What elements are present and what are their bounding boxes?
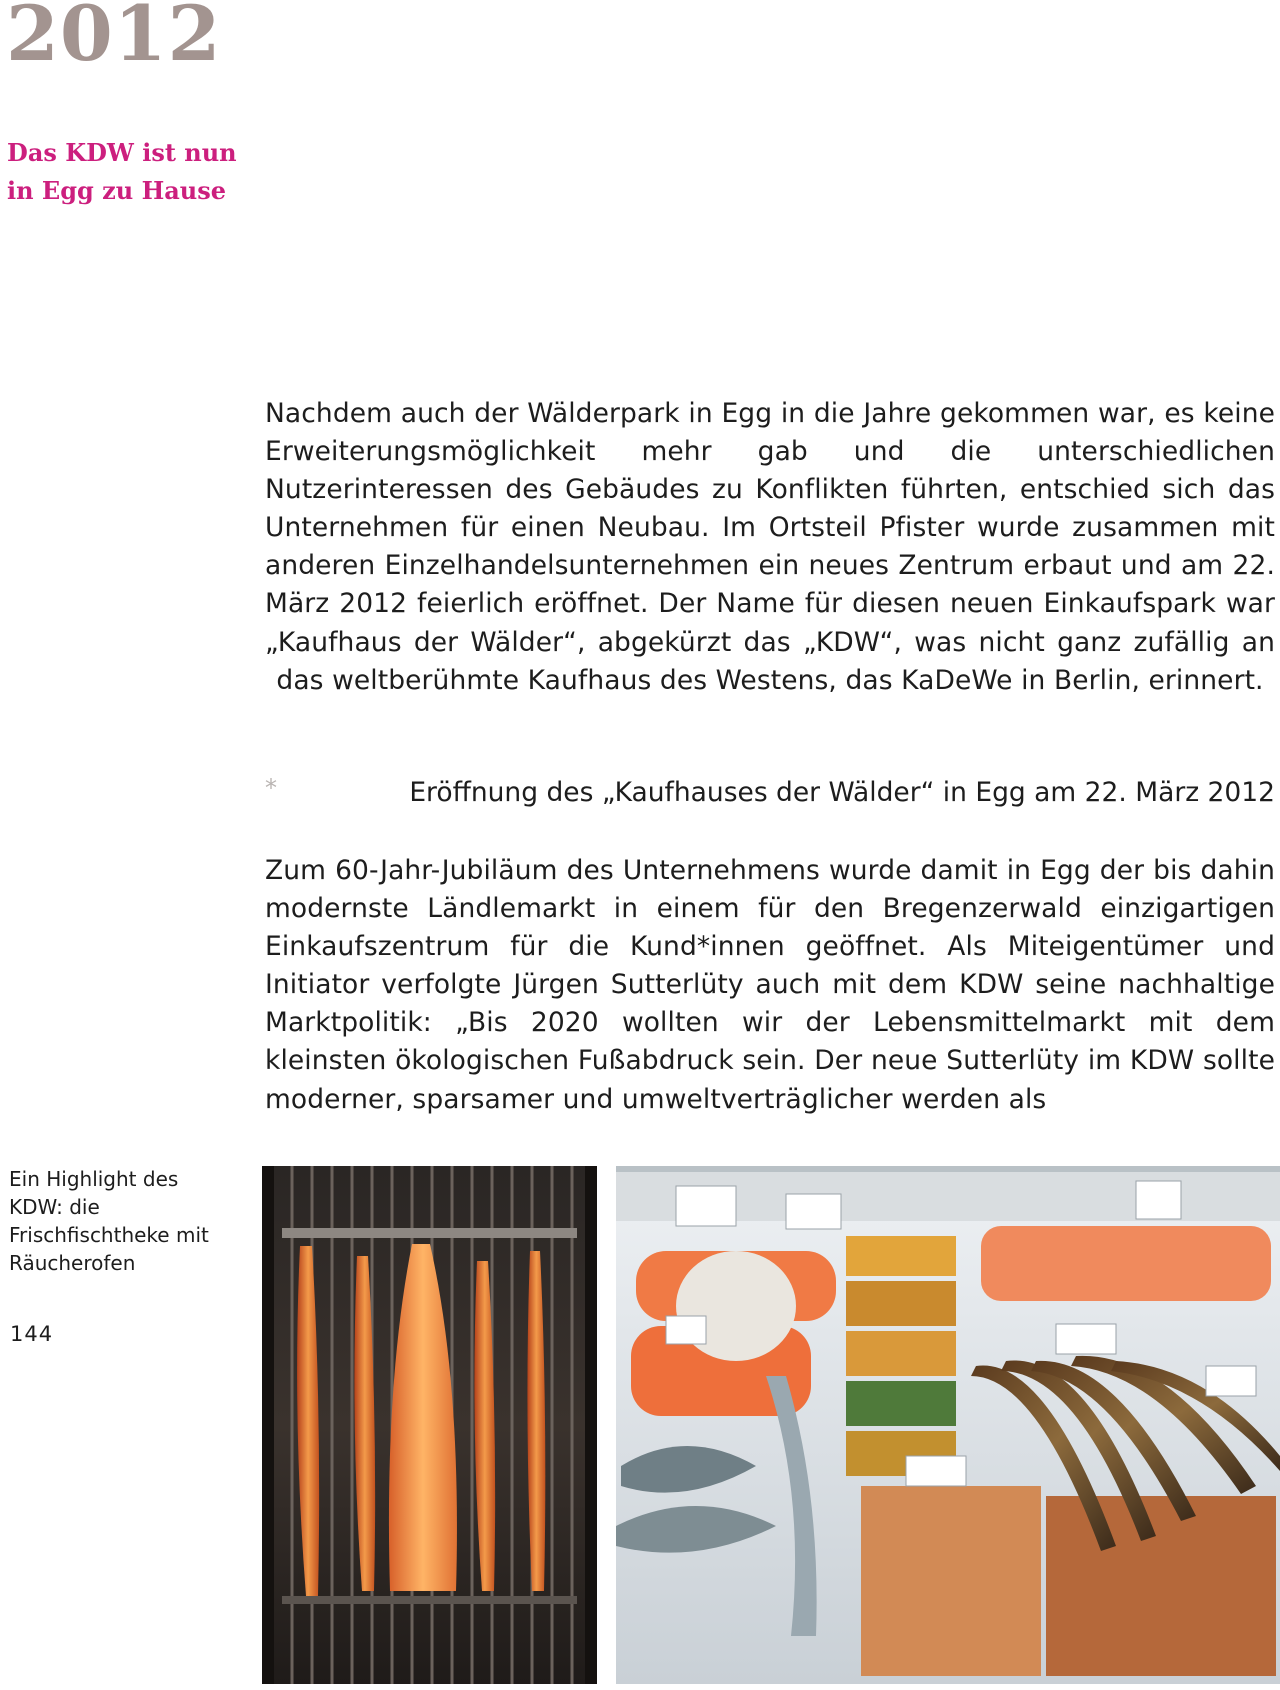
figure-caption: Ein Highlight des KDW: die Frischfischtheke mit Räucherofen [9,1167,209,1275]
section-subtitle [7,134,307,210]
fish-counter-photo [616,1166,1280,1684]
page-number: 144 [10,1322,54,1346]
subtitle-line-1: Das KDW ist nun [7,138,237,167]
subtitle-line-2: in Egg zu Hause [7,176,227,205]
caption-marker: * [265,774,277,802]
smoking-oven-photo [262,1166,597,1684]
inline-caption-text: Eröffnung des „Kaufhauses der Wälder“ in Egg am 22. März 2012 [409,777,1275,808]
year-heading: 2012 [6,0,222,78]
inline-photo-caption [265,774,1275,814]
paragraph-2: Zum 60-Jahr-Jubiläum des Unternehmens wurde damit in Egg der bis dahin modernste Ländlemarkt in einem für den Bregenzerwald einzigartigen Einkaufszentrum für die Kund*innen geöffnet. Als Miteigentümer und Initiator verfolgte Jürgen Sutterlüty auch mit dem KDW seine nachhaltige Marktpolitik: „Bis 2020 wollten wir der Lebensmittelmarkt mit dem kleinsten ökologischen Fußabdruck sein. Der neue Sutterlüty im KDW sollte moderner, sparsamer und umweltverträglicher werden als [265,855,1275,1115]
paragraph-1: Nachdem auch der Wälderpark in Egg in die Jahre gekommen war, es keine Erweiterungsmöglichkeit mehr gab und die unterschiedlichen Nutzerinteressen des Gebäudes zu Konflikten führten, entschied sich das Unternehmen für einen Neubau. Im Ortsteil Pfister wurde zusammen mit anderen Einzelhandelsunternehmen ein neues Zentrum erbaut und am 22. März 2012 feierlich eröffnet. Der Name für diesen neuen Einkaufspark war „Kaufhaus der Wälder“, abgekürzt das „KDW“, was nicht ganz zufällig an das weltberühmte Kaufhaus des Westens, das KaDeWe in Berlin, erinnert. [265,398,1275,696]
